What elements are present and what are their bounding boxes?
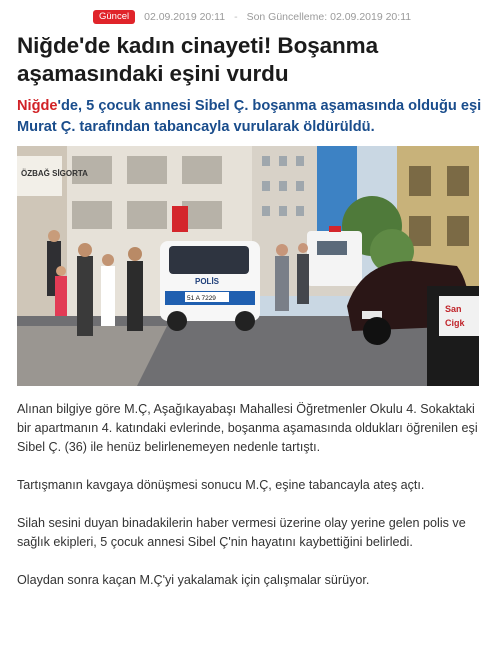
city-link[interactable]: Niğde <box>17 98 58 114</box>
paragraph-3: Silah sesini duyan binadakilerin haber vermesi üzerine olay yerine gelen polis ve sağlık ekipleri, 5 çocuk annesi Sibel Ç'nin hayatını kaybettiğini belirledi. <box>17 516 466 549</box>
article-body <box>17 400 481 609</box>
category-badge[interactable]: Güncel <box>93 10 135 24</box>
spot-text: 'de, 5 çocuk annesi Sibel Ç. boşanma aşamasında olduğu eşi Murat Ç. tarafından tabancayla vurularak öldürüldü. <box>17 98 482 135</box>
meta-separator: - <box>234 11 238 23</box>
updated-label: Son Güncelleme: <box>246 11 328 23</box>
paragraph-1: Alınan bilgiye göre M.Ç, Aşağıkayabaşı Mahallesi Öğretmenler Okulu 4. Sokaktaki bir apartmanın 4. katındaki evlerinde, boşanma aşamasında oldukları öğrenilen eşi Sibel Ç. (36) ile henüz belirlenemeyen nedenle tartıştı. <box>17 402 478 454</box>
paragraph-4: Olaydan sonra kaçan M.Ç'yi yakalamak için çalışmalar sürüyor. <box>17 573 370 587</box>
ambulance <box>307 231 362 286</box>
street-scene-image <box>17 146 479 386</box>
police-label: POLİS <box>195 277 220 286</box>
publish-date: 02.09.2019 20:11 <box>144 11 226 23</box>
article-title: Niğde'de kadın cinayeti! Boşanma aşamasındaki eşini vurdu <box>17 33 378 86</box>
updated-date: 02.09.2019 20:11 <box>330 11 412 23</box>
paragraph-2: Tartışmanın kavgaya dönüşmesi sonucu M.Ç, eşine tabancayla ateş açtı. <box>17 478 425 492</box>
article-photo <box>17 146 479 386</box>
van-sign-1: San <box>445 304 462 314</box>
plate-text: 51 A 7229 <box>187 295 216 302</box>
van-sign-2: Cigk <box>445 318 465 328</box>
flag <box>172 206 188 232</box>
shop-sign-text: ÖZBAĞ SİGORTA <box>21 169 88 178</box>
article-meta <box>93 10 411 24</box>
article-spot <box>17 96 483 138</box>
